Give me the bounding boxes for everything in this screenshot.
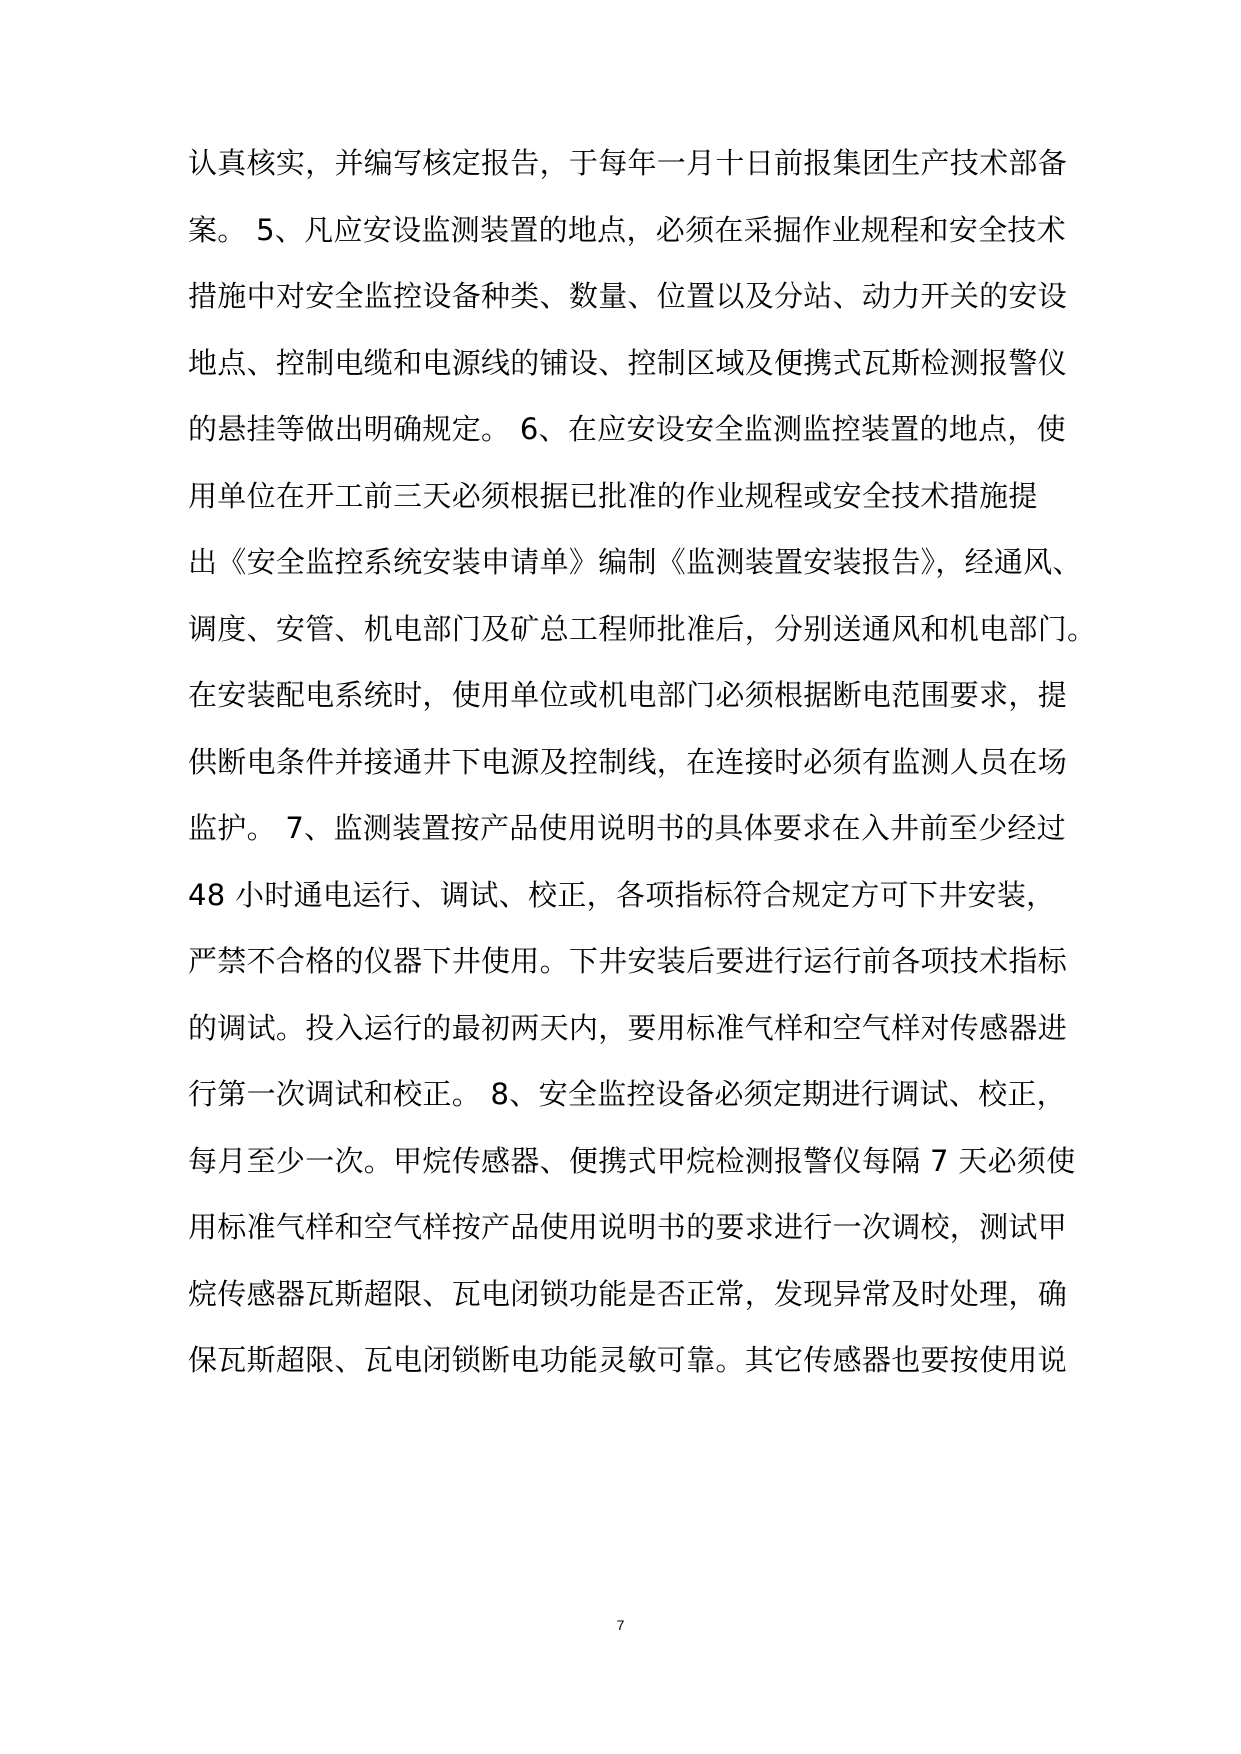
text-line: 出《安全监控系统安装申请单》编制《监测装置安装报告》，经通风、 <box>188 545 1082 579</box>
text-line: 认真核实，并编写核定报告，于每年一月十日前报集团生产技术部备 <box>188 146 1068 180</box>
text-line: 供断电条件并接通井下电源及控制线，在连接时必须有监测人员在场 <box>188 744 1068 779</box>
text-line: 调度、安管、机电部门及矿总工程师批准后，分别送通风和机电部门。 <box>188 611 1097 646</box>
text-line: 每月至少一次。甲烷传感器、便携式甲烷检测报警仪每隔 7 天必须使 <box>188 1143 1076 1178</box>
text-line: 的调试。投入运行的最初两天内，要用标准气样和空气样对传感器进 <box>188 1010 1068 1045</box>
text-line: 48 小时通电运行、调试、校正，各项指标符合规定方可下井安装， <box>188 877 1056 912</box>
text-line: 在安装配电系统时，使用单位或机电部门必须根据断电范围要求，提 <box>188 678 1068 712</box>
text-line: 严禁不合格的仪器下井使用。下井安装后要进行运行前各项技术指标 <box>188 944 1068 978</box>
text-line: 监护。 7、监测装置按产品使用说明书的具体要求在入井前至少经过 <box>188 811 1066 845</box>
text-line: 措施中对安全监控设备种类、数量、位置以及分站、动力开关的安设 <box>188 279 1068 313</box>
text-line: 的悬挂等做出明确规定。 6、在应安设安全监测监控装置的地点，使 <box>188 412 1066 446</box>
page-number: 7 <box>616 1617 625 1633</box>
text-line: 保瓦斯超限、瓦电闭锁断电功能灵敏可靠。其它传感器也要按使用说 <box>188 1343 1068 1377</box>
text-line: 行第一次调试和校正。 8、安全监控设备必须定期进行调试、校正， <box>188 1077 1066 1111</box>
text-line: 用标准气样和空气样按产品使用说明书的要求进行一次调校，测试甲 <box>188 1210 1068 1244</box>
text-line: 地点、控制电缆和电源线的铺设、控制区域及便携式瓦斯检测报警仪 <box>188 345 1068 380</box>
body-text <box>188 143 1097 1407</box>
text-line: 用单位在开工前三天必须根据已批准的作业规程或安全技术措施提 <box>188 478 1038 513</box>
text-line: 烷传感器瓦斯超限、瓦电闭锁功能是否正常，发现异常及时处理，确 <box>188 1276 1068 1311</box>
text-line: 案。 5、凡应安设监测装置的地点，必须在采掘作业规程和安全技术 <box>188 212 1066 247</box>
